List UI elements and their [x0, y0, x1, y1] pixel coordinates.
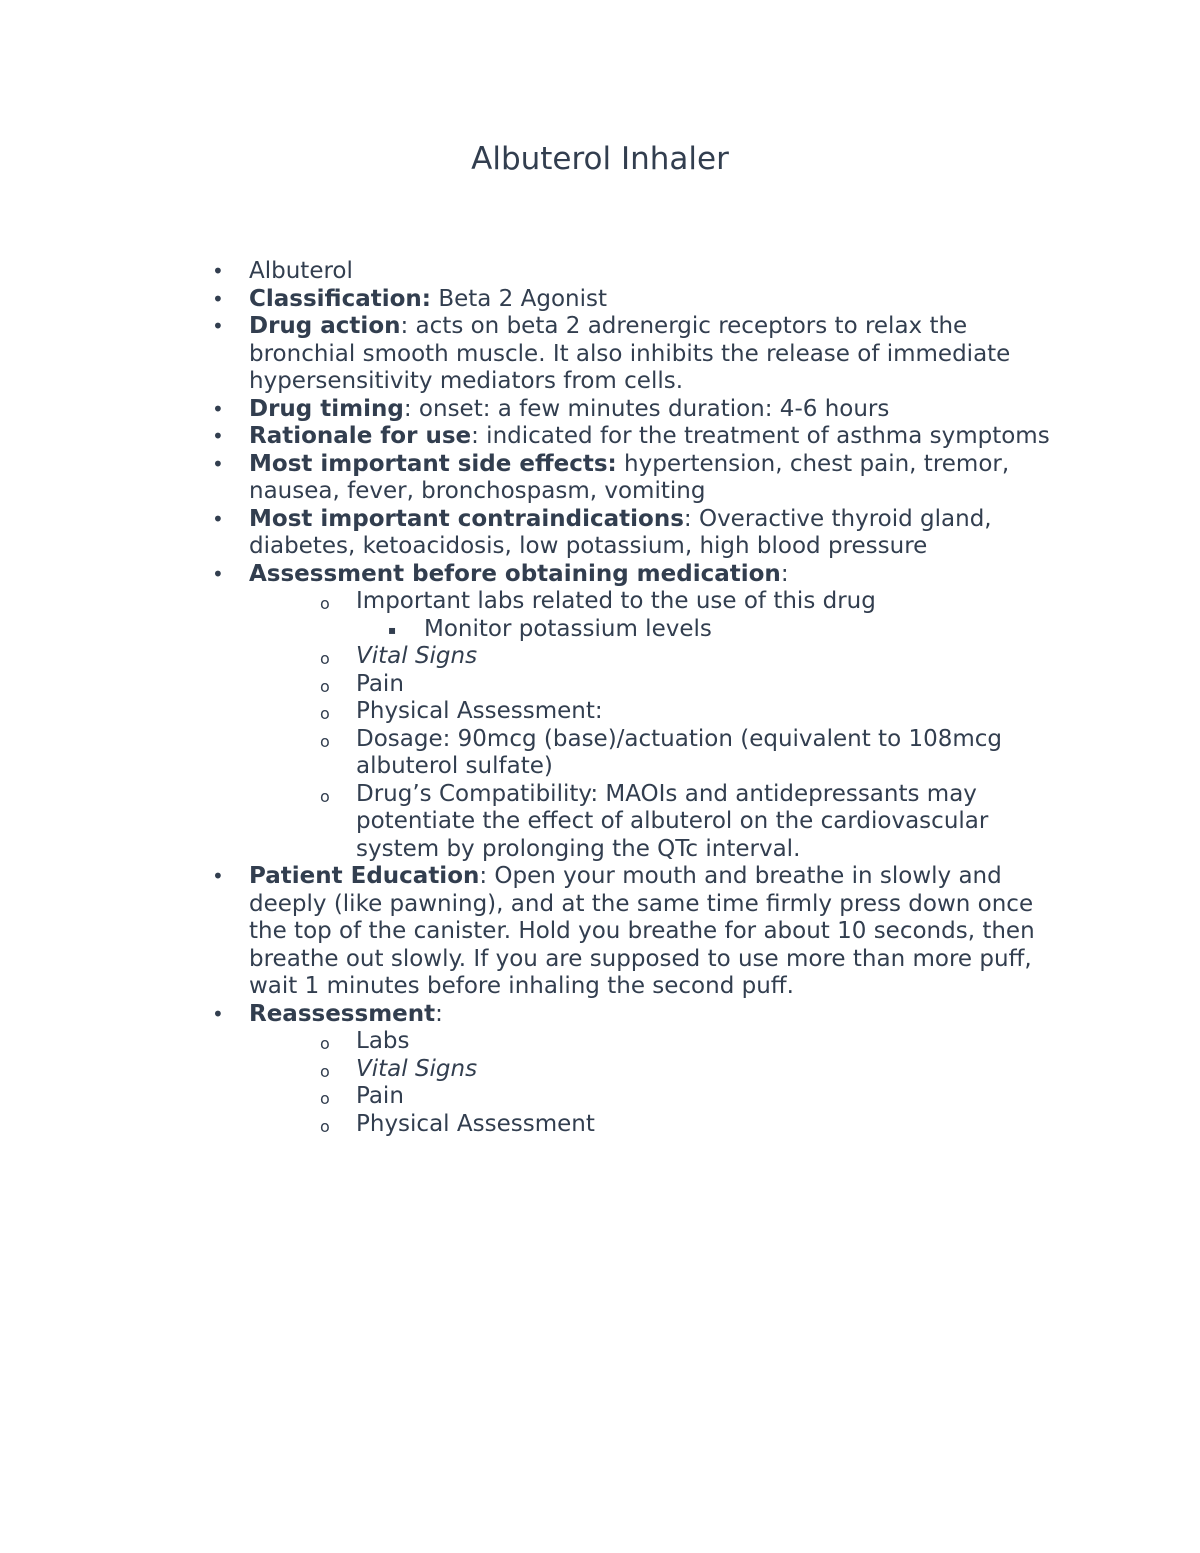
drug-timing-label: Drug timing	[249, 395, 404, 422]
contraindications-label: Most important contraindications	[249, 505, 684, 532]
drug-name-text: Albuterol	[249, 258, 353, 284]
reassessment-pain-text: Pain	[356, 1083, 404, 1109]
assessment-pain-text: Pain	[356, 670, 404, 697]
contraindications-text: : Overactive thyroid gland, diabetes, ketoacidosis, low potassium, high blood pressure	[249, 505, 992, 559]
side-effects-label: Most important side effects:	[249, 450, 617, 477]
list-item-reassessment	[0, 1001, 1059, 1029]
assessment-compatibility-text: Drug’s Compatibility: MAOIs and antidepressants may potentiate the effect of albuterol on the cardiovascular system by prolonging the QTc interval.	[356, 780, 989, 862]
circle-bullet-icon: o	[320, 594, 330, 613]
rationale-label: Rationale for use	[249, 423, 472, 449]
drug-info-list	[0, 258, 1200, 1138]
assessment-text: :	[780, 560, 789, 587]
assessment-dosage-text: Dosage: 90mcg (base)/actuation (equivalent to 108mcg albuterol sulfate)	[356, 725, 1003, 779]
list-item-drug-name	[0, 258, 1059, 286]
reassessment-vital-signs-text: Vital Signs	[356, 1055, 478, 1082]
rationale-text: : indicated for the treatment of asthma symptoms	[471, 423, 1050, 449]
sub-item-assessment-physical	[0, 698, 1056, 726]
drug-action-label: Drug action	[249, 313, 401, 339]
sub-item-assessment-compatibility	[0, 781, 1056, 864]
list-item-patient-education	[0, 863, 1059, 1001]
bullet-icon: •	[212, 259, 224, 283]
sub-item-assessment-dosage	[0, 726, 1056, 781]
circle-bullet-icon: o	[320, 786, 330, 806]
sub-item-reassessment-vital-signs	[0, 1056, 1056, 1084]
sub-sub-item-potassium	[0, 616, 1054, 644]
circle-bullet-icon: o	[320, 649, 330, 668]
list-item-side-effects	[0, 451, 1059, 506]
sub-item-reassessment-physical	[0, 1111, 1056, 1139]
bullet-icon: •	[212, 424, 224, 448]
patient-education-label: Patient Education	[249, 863, 480, 889]
bullet-icon: •	[212, 451, 224, 476]
circle-bullet-icon: o	[320, 1061, 330, 1081]
reassessment-label: Reassessment	[249, 1000, 436, 1027]
reassessment-text: :	[435, 1000, 443, 1027]
potassium-text: Monitor potassium levels	[424, 615, 712, 642]
sub-item-reassessment-pain	[0, 1083, 1056, 1111]
drug-timing-text: : onset: a few minutes duration: 4-6 hours	[403, 395, 890, 422]
patient-education-text: : Open your mouth and breathe in slowly and deeply (like pawning), and at the same time firmly press down once the top of the canister. Hold you breathe for about 10 seconds, then breathe out slowly. If you are supposed to use more than more puff, wait 1 minutes before inhaling the second puff.	[249, 863, 1035, 999]
bullet-icon: •	[212, 506, 224, 531]
circle-bullet-icon: o	[320, 731, 330, 751]
assessment-labs-text: Important labs related to the use of this drug	[356, 588, 876, 614]
list-item-drug-timing	[0, 396, 1059, 424]
assessment-label: Assessment before obtaining medication	[249, 560, 781, 587]
sub-item-assessment-labs	[0, 588, 1056, 616]
reassessment-labs-text: Labs	[356, 1028, 410, 1054]
classification-label: Classification:	[249, 285, 432, 312]
bullet-icon: •	[212, 286, 224, 311]
bullet-icon: •	[212, 864, 224, 888]
assessment-vital-signs-text: Vital Signs	[356, 643, 478, 669]
list-item-contraindications	[0, 506, 1059, 561]
classification-text: Beta 2 Agonist	[431, 285, 607, 312]
assessment-physical-text: Physical Assessment:	[356, 698, 603, 724]
sub-item-reassessment-labs	[0, 1028, 1056, 1056]
side-effects-text: hypertension, chest pain, tremor, nausea, fever, bronchospasm, vomiting	[249, 450, 1010, 504]
document-title: Albuterol Inhaler	[471, 141, 729, 177]
bullet-icon: •	[212, 561, 224, 586]
sub-item-assessment-pain	[0, 671, 1056, 699]
bullet-icon: •	[212, 396, 224, 421]
bullet-icon: •	[212, 314, 224, 338]
circle-bullet-icon: o	[320, 676, 330, 696]
circle-bullet-icon: o	[320, 1116, 330, 1136]
circle-bullet-icon: o	[320, 1034, 330, 1053]
drug-action-text: : acts on beta 2 adrenergic receptors to relax the bronchial smooth muscle. It also inhibits the release of immediate hypersensitivity mediators from cells.	[249, 313, 1011, 394]
reassessment-physical-text: Physical Assessment	[356, 1110, 595, 1137]
circle-bullet-icon: o	[320, 704, 330, 723]
bullet-icon: •	[212, 1001, 224, 1026]
list-item-assessment	[0, 561, 1059, 589]
sub-item-assessment-vital-signs	[0, 643, 1056, 671]
square-bullet-icon: ▪	[388, 622, 397, 637]
list-item-rationale	[0, 423, 1059, 451]
circle-bullet-icon: o	[320, 1089, 330, 1108]
list-item-drug-action	[0, 313, 1059, 396]
list-item-classification	[0, 286, 1059, 314]
